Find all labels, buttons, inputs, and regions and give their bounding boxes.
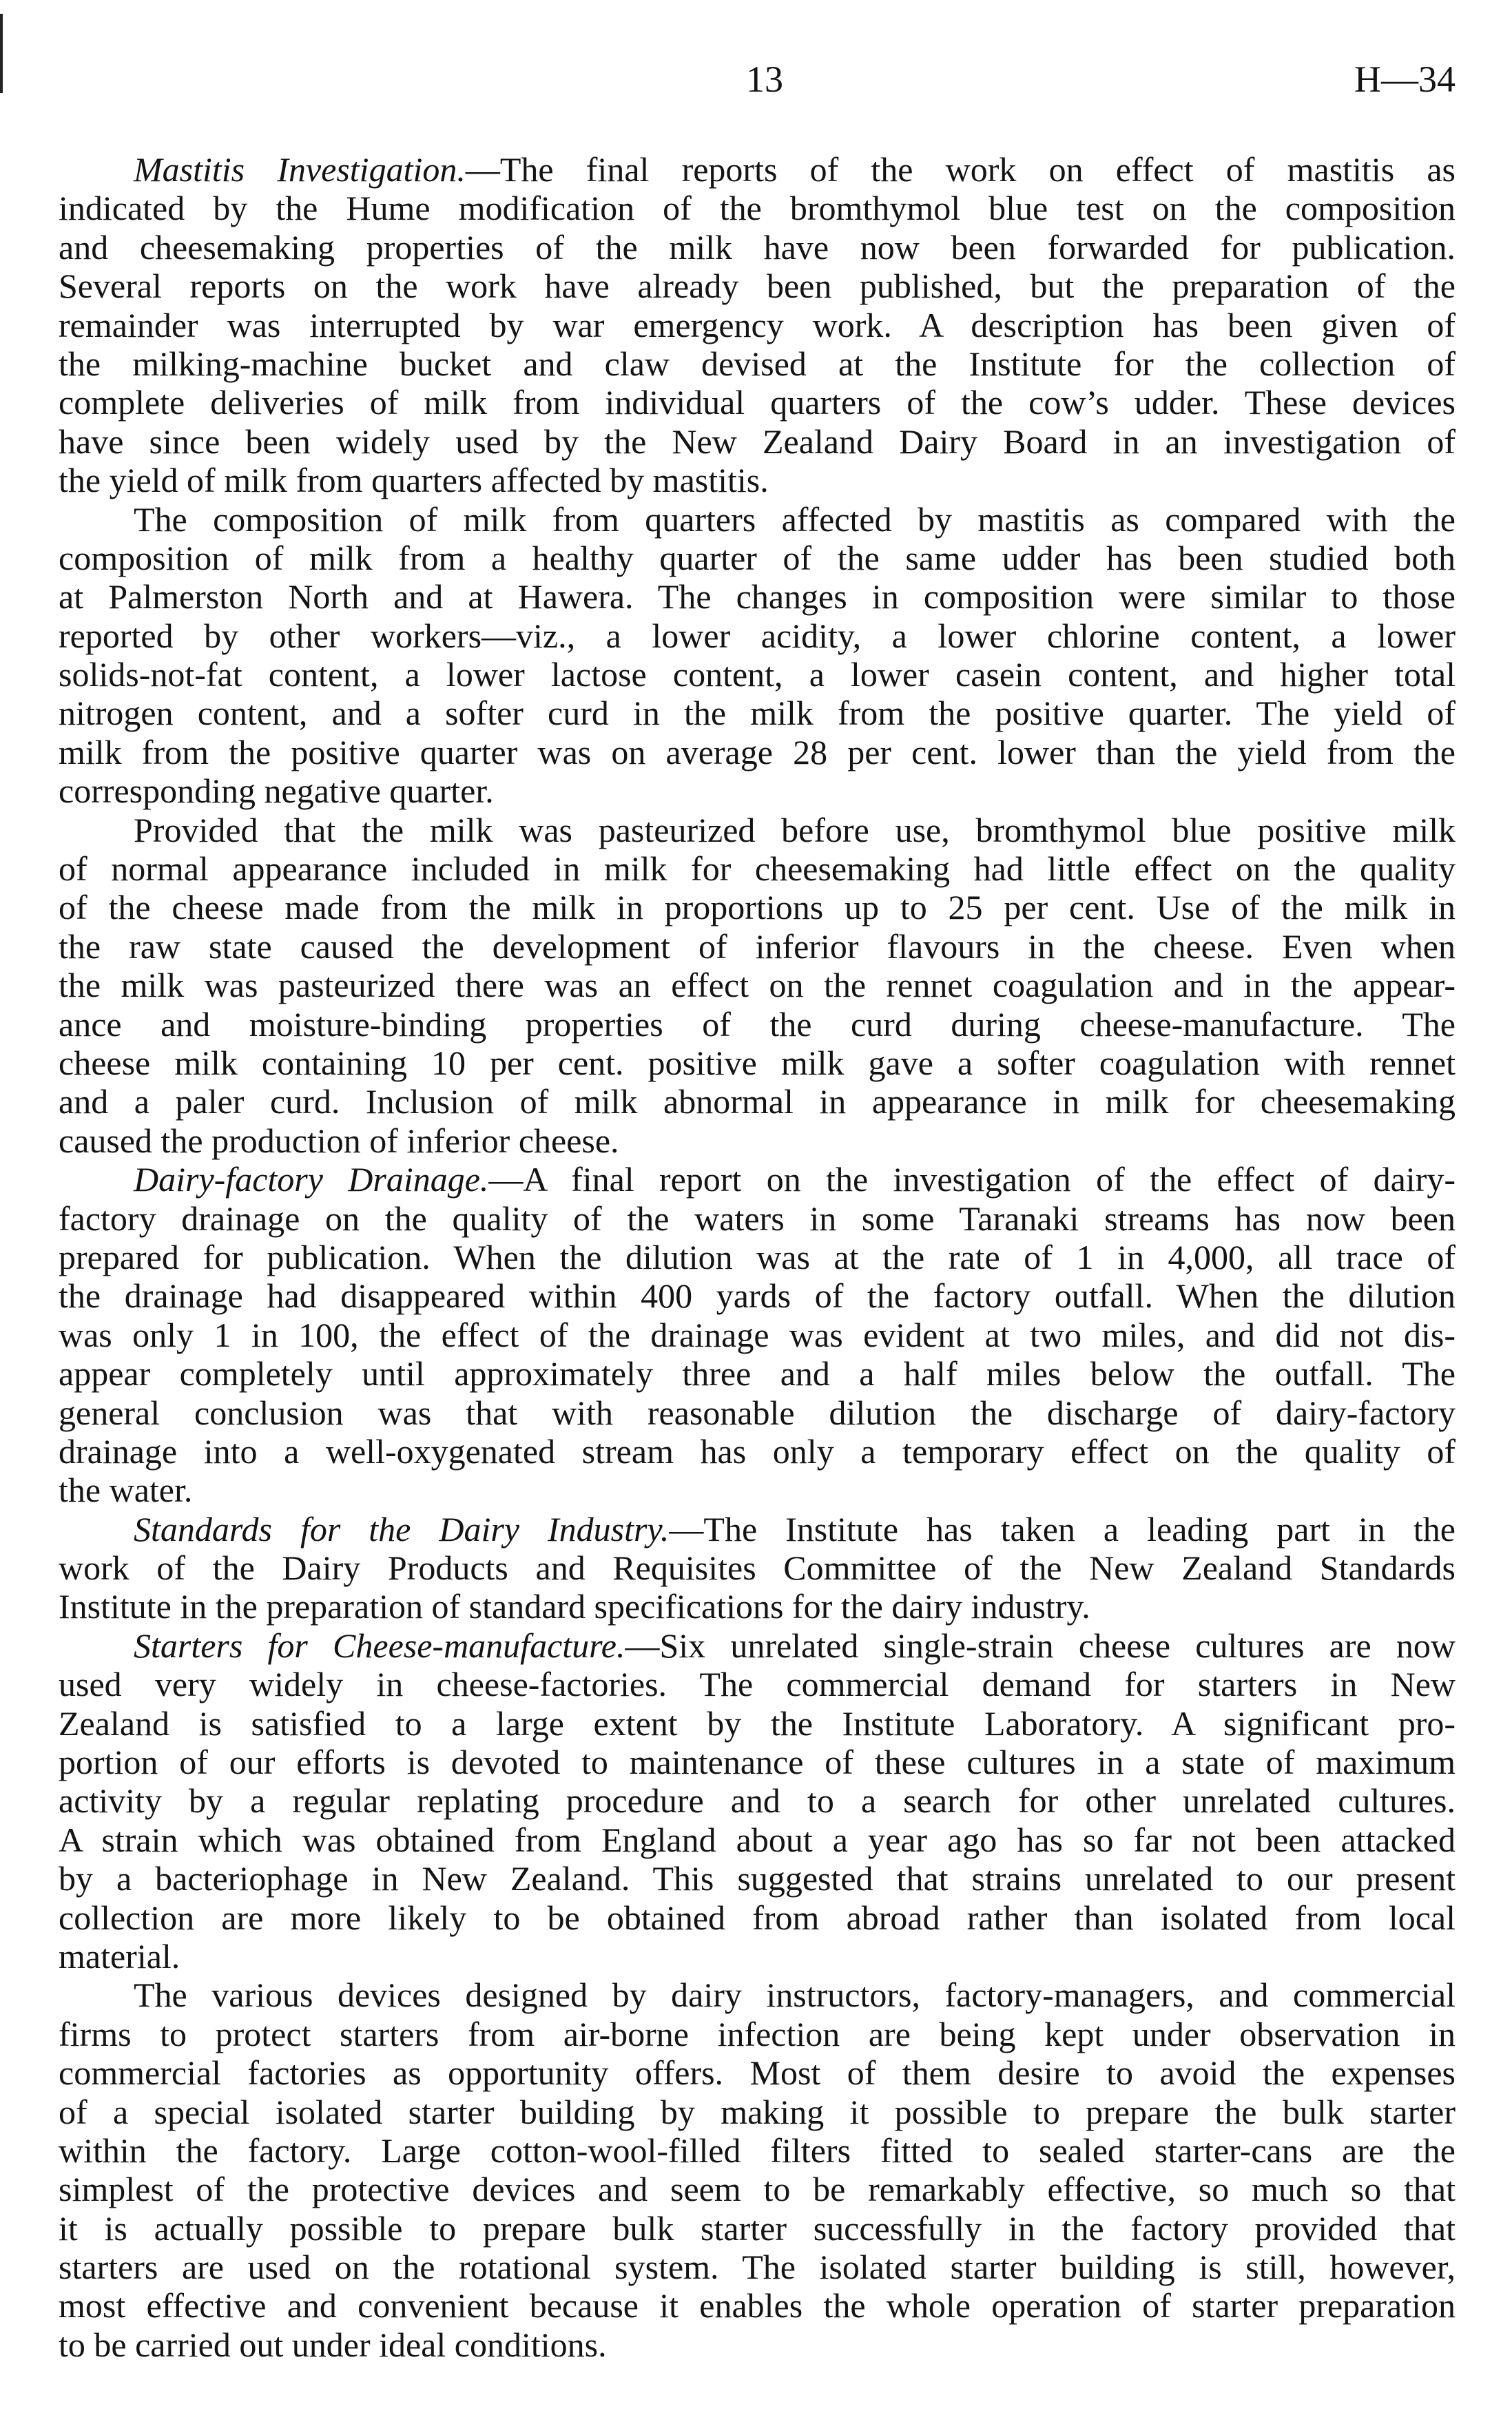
- line-text: the milk was pasteurized there was an effect on the rennet coagulation and in the appear-: [59, 966, 1456, 1005]
- line-text: the yield of milk from quarters affected by mastitis.: [59, 461, 769, 500]
- line-text: of a special isolated starter building by making it possible to prepare the bulk starter: [59, 2092, 1456, 2131]
- text-line: [59, 1781, 1456, 1820]
- line-text: by a bacteriophage in New Zealand. This suggested that strains unrelated to our present: [59, 1859, 1456, 1898]
- text-line: [59, 1082, 1456, 1121]
- text-line: [59, 1548, 1456, 1587]
- text-line: [59, 1743, 1456, 1781]
- text-line: [59, 1471, 1456, 1509]
- section-heading: Mastitis Investigation.: [134, 150, 466, 189]
- text-line: [59, 2093, 1456, 2131]
- text-line: [59, 306, 1456, 344]
- paragraph: [59, 1160, 1456, 1510]
- text-line: [59, 189, 1456, 227]
- line-text: Zealand is satisfied to a large extent by the Institute Laboratory. A significant pro-: [59, 1703, 1456, 1743]
- section-heading: Dairy-factory Drainage.: [134, 1160, 489, 1199]
- text-line: [59, 228, 1456, 267]
- line-text: —The Institute has taken a leading part in the: [669, 1509, 1456, 1548]
- text-line: [59, 1199, 1456, 1238]
- text-line: [59, 1121, 1456, 1160]
- text-line: [59, 694, 1456, 732]
- line-text: composition of milk from a healthy quarter of the same udder has been studied both: [59, 538, 1456, 577]
- line-text: Provided that the milk was pasteurized before use, bromthymol blue positive milk: [134, 810, 1456, 849]
- text-line: [59, 383, 1456, 422]
- line-text: A strain which was obtained from England about a year ago has so far not been attacked: [59, 1820, 1456, 1859]
- line-text: —Six unrelated single-strain cheese cultures are now: [625, 1626, 1456, 1665]
- line-text: most effective and convenient because it enables the whole operation of starter preparation: [59, 2286, 1456, 2325]
- line-text: the drainage had disappeared within 400 yards of the factory outfall. When the dilution: [59, 1276, 1456, 1316]
- text-line: [59, 1276, 1456, 1315]
- body-text: [59, 150, 1456, 2364]
- line-text: the raw state caused the development of inferior flavours in the cheese. Even when: [59, 926, 1456, 966]
- line-text: remainder was interrupted by war emergency work. A description has been given of: [59, 305, 1456, 344]
- line-text: cheese milk containing 10 per cent. positive milk gave a softer coagulation with rennet: [59, 1043, 1456, 1082]
- line-text: —The final reports of the work on effect of mastitis as: [465, 150, 1456, 189]
- line-text: firms to protect starters from air-borne infection are being kept under observation in: [59, 2014, 1456, 2053]
- line-text: work of the Dairy Products and Requisites Committee of the New Zealand Standards: [59, 1548, 1456, 1588]
- text-line: [59, 1238, 1456, 1276]
- text-line: [59, 2325, 1456, 2364]
- line-text: have since been widely used by the New Zealand Dairy Board in an investigation of: [59, 422, 1456, 461]
- scan-edge-mark: [0, 14, 3, 69]
- text-line: [59, 1665, 1456, 1703]
- line-text: portion of our efforts is devoted to maintenance of these cultures in a state of maximum: [59, 1743, 1456, 1782]
- text-line: [59, 1937, 1456, 1976]
- text-line: [59, 1976, 1456, 2014]
- line-text: corresponding negative quarter.: [59, 771, 494, 811]
- line-text: at Palmerston North and at Hawera. The changes in composition were similar to those: [59, 577, 1456, 616]
- text-line: [59, 461, 1456, 499]
- line-text: within the factory. Large cotton-wool-filled filters fitted to sealed starter-cans are the: [59, 2131, 1456, 2170]
- line-text: and cheesemaking properties of the milk have now been forwarded for publication.: [59, 227, 1456, 267]
- paragraph: [59, 1976, 1456, 2364]
- text-line: [59, 1432, 1456, 1471]
- line-text: simplest of the protective devices and seem to be remarkably effective, so much so that: [59, 2170, 1456, 2209]
- paragraph: [59, 1510, 1456, 1626]
- text-line: [59, 1354, 1456, 1393]
- line-text: The various devices designed by dairy instructors, factory-managers, and commercial: [134, 1976, 1456, 2015]
- text-line: [59, 1821, 1456, 1859]
- text-line: [59, 422, 1456, 461]
- text-line: [59, 1044, 1456, 1082]
- section-heading: Starters for Cheese-manufacture.: [134, 1626, 625, 1665]
- text-line: [59, 1587, 1456, 1626]
- paragraph: [59, 1626, 1456, 1976]
- line-text: material.: [59, 1936, 180, 1976]
- line-text: and a paler curd. Inclusion of milk abnormal in appearance in milk for cheesemaking: [59, 1082, 1456, 1121]
- section-heading: Standards for the Dairy Industry.: [134, 1509, 670, 1548]
- text-line: [59, 849, 1456, 888]
- line-text: indicated by the Hume modification of the bromthymol blue test on the composition: [59, 189, 1456, 228]
- paragraph: [59, 150, 1456, 500]
- text-line: [59, 344, 1456, 383]
- paragraph: [59, 811, 1456, 1161]
- line-text: was only 1 in 100, the effect of the drainage was evident at two miles, and did not dis-: [59, 1315, 1456, 1354]
- line-text: —A final report on the investigation of the effect of dairy-: [488, 1160, 1456, 1199]
- line-text: prepared for publication. When the dilution was at the rate of 1 in 4,000, all trace of: [59, 1237, 1456, 1276]
- text-line: [59, 1005, 1456, 1044]
- line-text: drainage into a well-oxygenated stream has only a temporary effect on the quality of: [59, 1431, 1456, 1471]
- line-text: The composition of milk from quarters affected by mastitis as compared with the: [134, 499, 1456, 539]
- text-line: [59, 616, 1456, 655]
- line-text: reported by other workers—viz., a lower acidity, a lower chlorine content, a lower: [59, 616, 1456, 655]
- text-line: [59, 539, 1456, 577]
- text-line: [59, 500, 1456, 539]
- line-text: commercial factories as opportunity offers. Most of them desire to avoid the expenses: [59, 2053, 1456, 2093]
- text-line: [59, 577, 1456, 616]
- text-line: [59, 1393, 1456, 1432]
- text-line: [59, 1316, 1456, 1354]
- line-text: the water.: [59, 1471, 193, 1510]
- text-line: [59, 1859, 1456, 1898]
- line-text: complete deliveries of milk from individual quarters of the cow’s udder. These devices: [59, 383, 1456, 422]
- line-text: of the cheese made from the milk in proportions up to 25 per cent. Use of the milk in: [59, 888, 1456, 927]
- line-text: to be carried out under ideal conditions.: [59, 2325, 607, 2364]
- text-line: [59, 966, 1456, 1004]
- line-text: used very widely in cheese-factories. The commercial demand for starters in New: [59, 1665, 1456, 1704]
- line-text: the milking-machine bucket and claw devised at the Institute for the collection of: [59, 344, 1456, 383]
- document-code: H—34: [1354, 59, 1456, 100]
- line-text: caused the production of inferior cheese.: [59, 1121, 619, 1160]
- line-text: it is actually possible to prepare bulk starter successfully in the factory provided that: [59, 2208, 1456, 2248]
- line-text: of normal appearance included in milk for cheesemaking had little effect on the quality: [59, 849, 1456, 889]
- text-line: [59, 2286, 1456, 2325]
- text-line: [59, 811, 1456, 849]
- text-line: [59, 2248, 1456, 2286]
- text-line: [59, 733, 1456, 771]
- line-text: factory drainage on the quality of the waters in some Taranaki streams has now been: [59, 1199, 1456, 1238]
- scan-edge-mark: [0, 65, 3, 93]
- text-line: [59, 1704, 1456, 1743]
- text-line: [59, 267, 1456, 305]
- page-number: 13: [746, 59, 783, 100]
- text-line: [59, 1510, 1456, 1548]
- line-text: starters are used on the rotational system. The isolated starter building is still, however,: [59, 2248, 1456, 2287]
- line-text: Several reports on the work have already been published, but the preparation of the: [59, 267, 1456, 306]
- line-text: appear completely until approximately three and a half miles below the outfall. The: [59, 1354, 1456, 1393]
- text-line: [59, 1160, 1456, 1199]
- text-line: [59, 2170, 1456, 2208]
- text-line: [59, 2053, 1456, 2092]
- text-line: [59, 150, 1456, 189]
- line-text: milk from the positive quarter was on average 28 per cent. lower than the yield from the: [59, 732, 1456, 771]
- text-line: [59, 771, 1456, 810]
- paragraph: [59, 500, 1456, 811]
- line-text: collection are more likely to be obtained from abroad rather than isolated from local: [59, 1898, 1456, 1937]
- text-line: [59, 2131, 1456, 2170]
- text-line: [59, 2015, 1456, 2053]
- text-line: [59, 1626, 1456, 1665]
- line-text: general conclusion was that with reasonable dilution the discharge of dairy-factory: [59, 1393, 1456, 1432]
- line-text: ance and moisture-binding properties of the curd during cheese-manufacture. The: [59, 1004, 1456, 1044]
- line-text: Institute in the preparation of standard specifications for the dairy industry.: [59, 1587, 1090, 1626]
- text-line: [59, 927, 1456, 966]
- text-line: [59, 1898, 1456, 1937]
- line-text: solids-not-fat content, a lower lactose content, a lower casein content, and higher total: [59, 655, 1456, 694]
- line-text: activity by a regular replating procedure and to a search for other unrelated cultures.: [59, 1781, 1456, 1821]
- text-line: [59, 888, 1456, 926]
- text-line: [59, 655, 1456, 694]
- text-line: [59, 2209, 1456, 2248]
- line-text: nitrogen content, and a softer curd in the milk from the positive quarter. The yield of: [59, 694, 1456, 733]
